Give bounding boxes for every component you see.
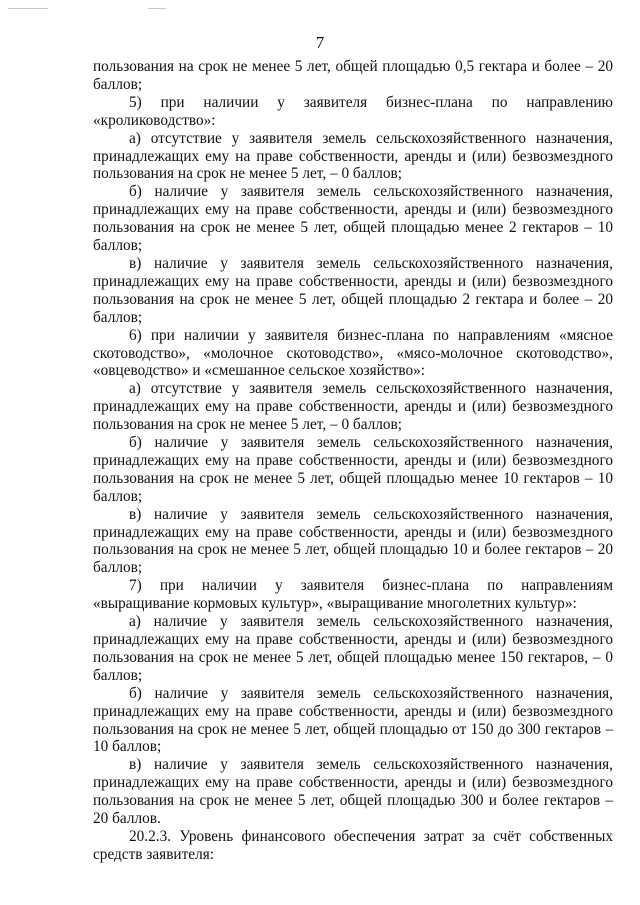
paragraph: а) отсутствие у заявителя земель сельскохозяйственного назначения, принадлежащих ему на праве собственности, аренды и (или) безвозмездного пользования на срок не менее 5 лет, – 0 баллов; xyxy=(93,129,613,183)
paragraph: 6) при наличии у заявителя бизнес-плана по направлениям «мясное скотоводство», «молочное скотоводство», «мясо-молочное скотоводство», «овцеводство» и «смешанное сельское хозяйство»: xyxy=(93,326,613,380)
document-body xyxy=(93,58,613,864)
page-number: 7 xyxy=(315,33,325,52)
paragraph: б) наличие у заявителя земель сельскохозяйственного назначения, принадлежащих ему на праве собственности, аренды и (или) безвозмездного пользования на срок не менее 5 лет, общей площадью менее 2 гектаров – 10 баллов; xyxy=(93,183,613,255)
paragraph: 7) при наличии у заявителя бизнес-плана по направлениям «выращивание кормовых культур», «выращивание многолетних культур»: xyxy=(93,577,613,613)
paragraph: а) наличие у заявителя земель сельскохозяйственного назначения, принадлежащих ему на праве собственности, аренды и (или) безвозмездного пользования на срок не менее 5 лет, общей площадью менее 150 гектаров, – 0 баллов; xyxy=(93,613,613,684)
paragraph: б) наличие у заявителя земель сельскохозяйственного назначения, принадлежащих ему на праве собственности, аренды и (или) безвозмездного пользования на срок не менее 5 лет, общей площадью менее 10 гектаров – 10 баллов; xyxy=(93,434,613,505)
paragraph: б) наличие у заявителя земель сельскохозяйственного назначения, принадлежащих ему на праве собственности, аренды и (или) безвозмездного пользования на срок не менее 5 лет, общей площадью от 150 до 300 гектаров – 10 баллов; xyxy=(93,684,613,756)
paragraph: в) наличие у заявителя земель сельскохозяйственного назначения, принадлежащих ему на праве собственности, аренды и (или) безвозмездного пользования на срок не менее 5 лет, общей площадью 10 и более гектаров – 20 баллов; xyxy=(93,505,613,577)
paragraph: в) наличие у заявителя земель сельскохозяйственного назначения, принадлежащих ему на праве собственности, аренды и (или) безвозмездного пользования на срок не менее 5 лет, общей площадью 2 гектара и более – 20 баллов; xyxy=(93,254,613,326)
paragraph: 5) при наличии у заявителя бизнес-плана по направлению «кролиководство»: xyxy=(93,93,613,129)
scan-artifact xyxy=(148,8,166,9)
paragraph: пользования на срок не менее 5 лет, общей площадью 0,5 гектара и более – 20 баллов; xyxy=(93,58,613,93)
scan-artifact xyxy=(8,8,48,9)
paragraph: в) наличие у заявителя земель сельскохозяйственного назначения, принадлежащих ему на праве собственности, аренды и (или) безвозмездного пользования на срок не менее 5 лет, общей площадью 300 и более гектаров – 20 баллов. xyxy=(93,756,613,828)
paragraph: 20.2.3. Уровень финансового обеспечения затрат за счёт собственных средств заявителя: xyxy=(93,827,613,863)
paragraph: а) отсутствие у заявителя земель сельскохозяйственного назначения, принадлежащих ему на праве собственности, аренды и (или) безвозмездного пользования на срок не менее 5 лет, – 0 баллов; xyxy=(93,380,613,434)
